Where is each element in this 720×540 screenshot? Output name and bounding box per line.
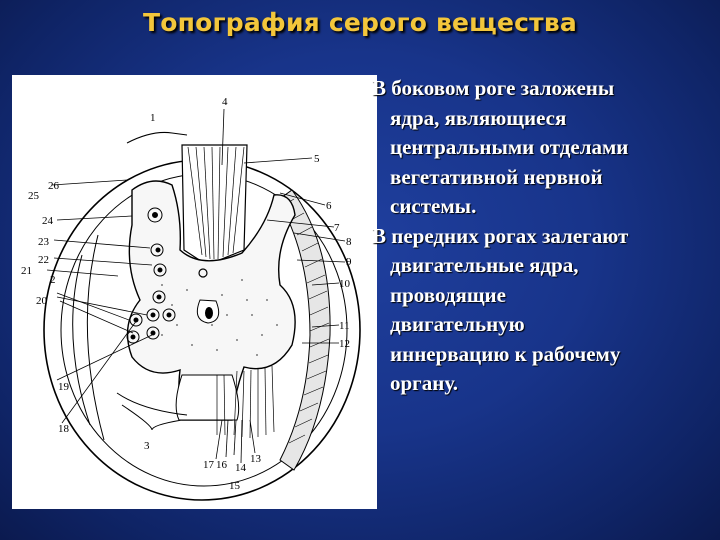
label-19: 19: [58, 381, 69, 393]
label-8: 8: [346, 236, 352, 248]
text-line: иннервацию к рабочему: [390, 341, 621, 366]
label-16: 16: [216, 459, 227, 471]
label-10: 10: [339, 278, 350, 290]
label-7: 7: [334, 222, 340, 234]
posterior-column: [182, 145, 247, 265]
label-15: 15: [229, 480, 240, 492]
slide-title: Топография серого вещества: [143, 8, 577, 37]
slide-body-text: [372, 74, 717, 399]
text-line: ядра, являющиеся: [390, 105, 567, 130]
label-3: 3: [144, 440, 150, 452]
text-line: органу.: [390, 371, 458, 395]
label-26: 26: [48, 180, 59, 192]
paragraph-lateral-horn: [372, 74, 717, 222]
label-6: 6: [326, 200, 332, 212]
text-line: В передних рогах залегают: [372, 223, 629, 248]
label-24: 24: [42, 215, 53, 227]
text-line: двигательные ядра,: [390, 253, 579, 277]
text-line: В боковом роге заложены: [372, 76, 615, 100]
label-11: 11: [339, 320, 350, 332]
label-17: 17: [203, 459, 214, 471]
left-funiculus-line: [87, 235, 104, 440]
label-22: 22: [38, 254, 49, 266]
text-line: вегетативной нервной: [390, 164, 603, 189]
label-25: 25: [28, 190, 39, 202]
spinal-cord-cross-section-figure: [12, 75, 377, 509]
text-line: двигательную: [390, 312, 525, 336]
label-20: 20: [36, 295, 47, 307]
bracket-1: [127, 132, 187, 143]
label-23: 23: [38, 236, 49, 248]
label-5: 5: [314, 153, 320, 165]
label-21: 21: [21, 265, 32, 277]
anterior-median-area: [176, 375, 239, 420]
label-13: 13: [250, 453, 261, 465]
label-14: 14: [235, 462, 246, 474]
label-18: 18: [58, 423, 69, 435]
label-12: 12: [339, 338, 350, 350]
text-line: центральными отделами: [390, 135, 629, 159]
spinal-cord-diagram: [12, 75, 377, 509]
fissure-dark-spot: [205, 307, 213, 319]
text-line: системы.: [390, 194, 477, 218]
text-line: проводящие: [390, 282, 506, 307]
label-2: 2: [50, 274, 56, 286]
label-1: 1: [150, 112, 156, 124]
label-4: 4: [222, 96, 228, 108]
paragraph-anterior-horn: [372, 222, 717, 399]
label-9: 9: [346, 256, 352, 268]
